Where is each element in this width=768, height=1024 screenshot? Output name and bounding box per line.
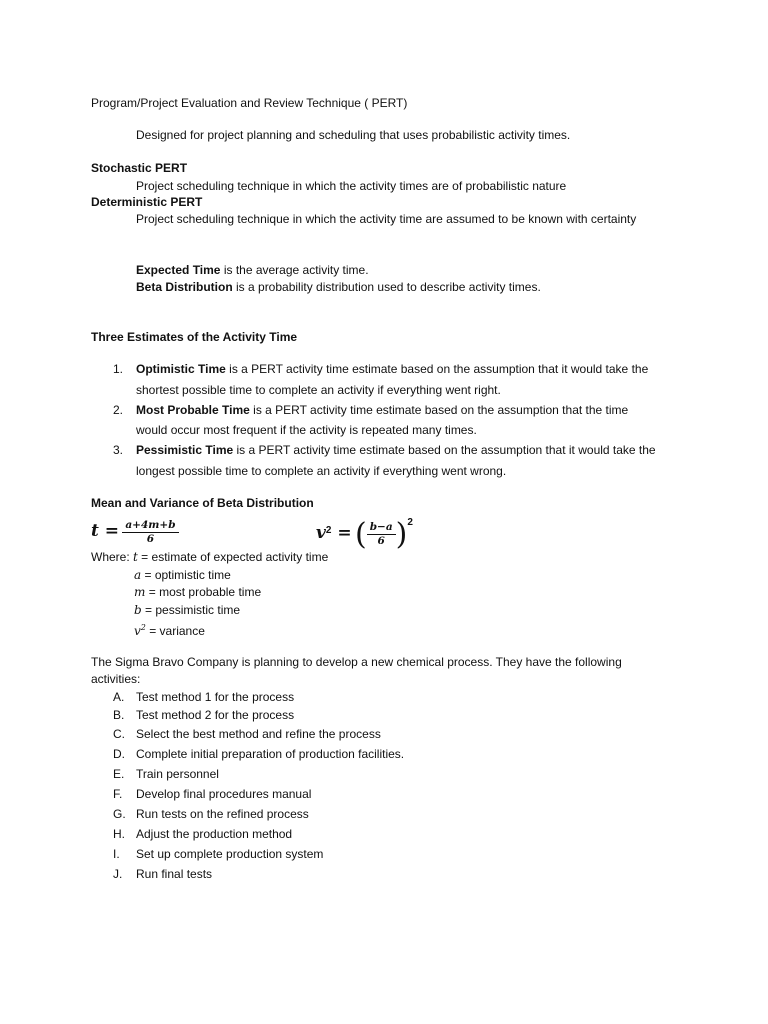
variable-symbol: a	[134, 568, 142, 582]
activity-letter: I.	[113, 847, 120, 861]
intro-text: Designed for project planning and scheduling that uses probabilistic activity times.	[136, 128, 571, 142]
beta-heading: Mean and Variance of Beta Distribution	[91, 496, 314, 510]
activity-letter: G.	[113, 807, 126, 821]
list-item: Complete initial preparation of production facilities.	[136, 747, 405, 761]
variable-symbol: m	[134, 585, 146, 599]
variable-row	[134, 567, 231, 583]
list-item-continuation: longest possible time to complete an activity if everything went wrong.	[136, 464, 507, 478]
list-item: Test method 1 for the process	[136, 690, 295, 704]
estimate-text: is a PERT activity time estimate based on the assumption that the time	[249, 403, 629, 417]
list-item	[136, 442, 656, 458]
activity-letter: E.	[113, 767, 125, 781]
list-item: Run final tests	[136, 867, 213, 881]
estimate-text: is a PERT activity time estimate based on the assumption that it would take the	[233, 443, 656, 457]
list-item-number: 3.	[113, 443, 124, 457]
formula-equals: =	[331, 523, 352, 543]
variable-text: = pessimistic time	[141, 603, 241, 617]
stochastic-text: Project scheduling technique in which the activity times are of probabilistic nature	[136, 179, 567, 193]
formula-equals: =	[98, 521, 120, 541]
definition-term: Expected Time	[136, 263, 221, 277]
activity-letter: J.	[113, 867, 123, 881]
formula-t-numerator: a+4m+b	[122, 519, 178, 533]
definition-text: is a probability distribution used to describe activity times.	[232, 280, 541, 294]
right-paren-icon: )	[395, 516, 408, 552]
formula-variance	[316, 511, 413, 554]
variable-text: = variance	[145, 624, 205, 638]
estimate-term: Pessimistic Time	[136, 443, 234, 457]
formula-outer-exponent: 2	[407, 517, 413, 528]
list-item: Run tests on the refined process	[136, 807, 309, 821]
where-label: Where:	[91, 550, 134, 564]
deterministic-text: Project scheduling technique in which the activity time are assumed to be known with certainty	[136, 212, 637, 226]
definition-term: Beta Distribution	[136, 280, 233, 294]
formula-t-denominator: 6	[146, 533, 155, 546]
list-item-continuation: would occur most frequent if the activity is repeated many times.	[136, 423, 477, 437]
definition-expected-time	[136, 262, 369, 278]
deterministic-heading: Deterministic PERT	[91, 195, 203, 209]
estimate-term: Optimistic Time	[136, 362, 226, 376]
activity-letter: D.	[113, 747, 125, 761]
variable-text: = most probable time	[145, 585, 262, 599]
list-item-number: 2.	[113, 403, 124, 417]
formula-v-denominator: 6	[377, 535, 385, 548]
activity-letter: A.	[113, 690, 125, 704]
activity-letter: C.	[113, 727, 125, 741]
variable-row	[134, 602, 240, 618]
list-item: Set up complete production system	[136, 847, 324, 861]
company-intro-line2: activities:	[91, 672, 141, 686]
variable-text: = optimistic time	[141, 568, 231, 582]
formula-expected-time	[91, 515, 179, 548]
estimate-term: Most Probable Time	[136, 403, 250, 417]
formula-t-symbol: t	[91, 521, 99, 541]
formula-v-fraction	[367, 521, 396, 548]
formula-v-numerator: b−a	[367, 521, 396, 535]
list-item-number: 1.	[113, 362, 124, 376]
list-item: Train personnel	[136, 767, 219, 781]
page-title: Program/Project Evaluation and Review Technique ( PERT)	[91, 96, 408, 110]
list-item	[136, 361, 648, 377]
definition-text: is the average activity time.	[220, 263, 369, 277]
definition-beta-distribution	[136, 279, 541, 295]
list-item	[136, 402, 628, 418]
list-item: Test method 2 for the process	[136, 708, 295, 722]
variable-text: = estimate of expected activity time	[137, 550, 329, 564]
formula-t-fraction	[122, 519, 178, 546]
list-item: Select the best method and refine the process	[136, 727, 381, 741]
estimate-text: is a PERT activity time estimate based on the assumption that it would take the	[225, 362, 649, 376]
list-item: Develop final procedures manual	[136, 787, 312, 801]
formula-v-symbol: v	[316, 523, 326, 543]
company-intro-line1: The Sigma Bravo Company is planning to develop a new chemical process. They have the following	[91, 655, 622, 669]
variable-symbol: b	[134, 603, 142, 617]
activity-letter: F.	[113, 787, 123, 801]
activity-letter: B.	[113, 708, 125, 722]
estimates-heading: Three Estimates of the Activity Time	[91, 330, 298, 344]
variable-exponent: 2	[140, 623, 146, 632]
stochastic-heading: Stochastic PERT	[91, 161, 188, 175]
variable-row	[134, 584, 261, 600]
list-item-continuation: shortest possible time to complete an activity if everything went right.	[136, 383, 501, 397]
variable-symbol: t	[133, 550, 138, 564]
variable-symbol: v	[134, 624, 141, 638]
variable-row	[91, 549, 328, 565]
variable-row	[134, 620, 205, 639]
left-paren-icon: (	[354, 516, 367, 552]
formula-v-exponent: 2	[325, 525, 332, 536]
list-item: Adjust the production method	[136, 827, 293, 841]
activity-letter: H.	[113, 827, 125, 841]
